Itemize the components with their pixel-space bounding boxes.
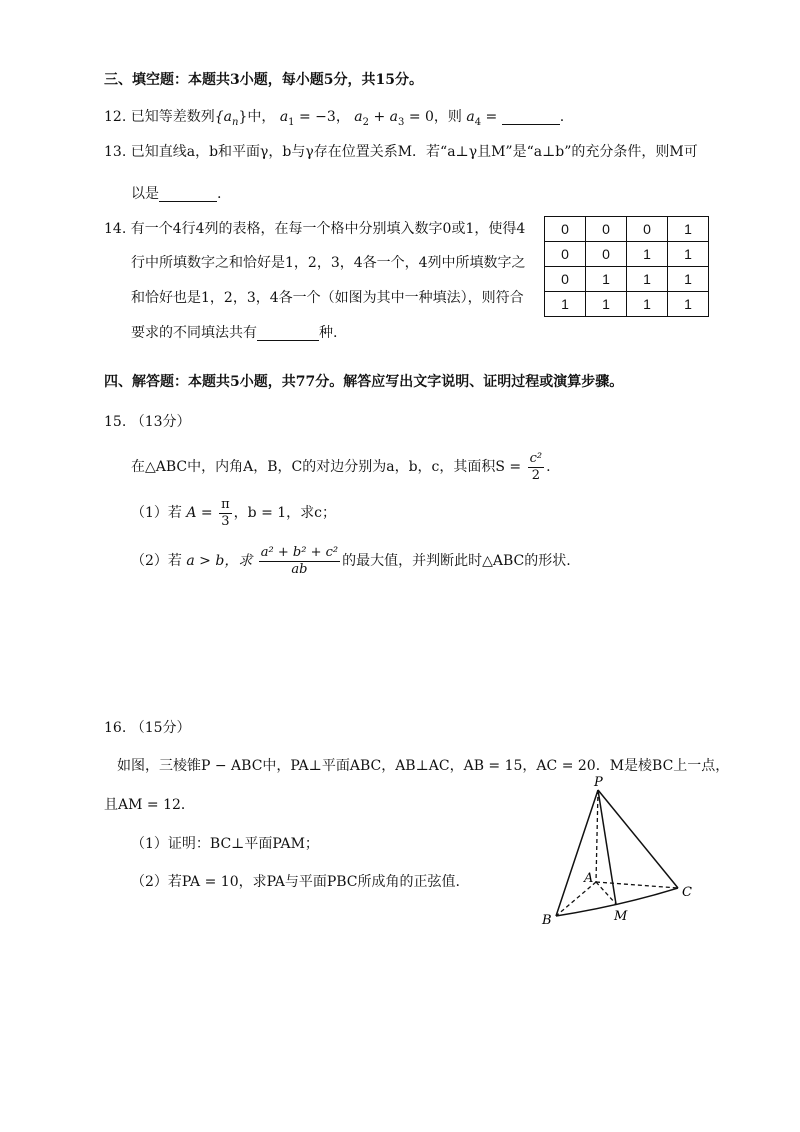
q12-end: . (559, 109, 565, 125)
question-12 (104, 107, 564, 133)
q15-intro-end: . (546, 459, 551, 475)
q12-cond2-a-sub: 2 (362, 116, 370, 128)
q14-end: 种. (319, 325, 338, 341)
q12-cond2-val: = 0，则 (404, 109, 462, 125)
question-13 (104, 142, 698, 162)
label-m: M (614, 909, 628, 924)
grid-row (545, 292, 709, 317)
q15-p1-fraction (219, 497, 232, 530)
grid-cell: 1 (586, 292, 627, 317)
grid-cell: 0 (545, 217, 586, 242)
q13-line2 (131, 184, 221, 204)
q16-part1: （1）证明：BC⊥平面PAM； (131, 836, 319, 852)
q15-p1-rest: ，b = 1，求c； (233, 505, 337, 521)
grid-cell: 1 (627, 242, 668, 267)
q13-answer-blank (159, 187, 217, 202)
q15-intro (131, 450, 551, 484)
label-b: B (542, 913, 552, 928)
q12-cond1-val: = −3， (294, 109, 350, 125)
q15-part2 (131, 544, 571, 578)
q16-number: 16. (104, 720, 127, 736)
q14-line3: 和恰好也是1，2，3，4各一个（如图为其中一种填法），则符合 (131, 290, 524, 306)
q16-score: （15分） (130, 720, 191, 736)
grid-cell: 0 (545, 267, 586, 292)
question-15 (104, 412, 191, 432)
q12-cond1: a (279, 109, 289, 125)
q12-answer-blank (502, 110, 560, 125)
q15-p2-den: ab (291, 561, 308, 577)
q14-example-grid (544, 216, 709, 317)
grid-cell: 1 (668, 242, 709, 267)
q12-cond2-plus: + a (369, 109, 398, 125)
grid-cell: 0 (627, 217, 668, 242)
q12-ask-eq: = (481, 109, 498, 125)
q15-p1-label: （1）若 (131, 505, 182, 521)
q15-p2-num: a² + b² + c² (260, 544, 339, 560)
question-16 (104, 718, 191, 738)
q15-p1-den: 3 (221, 513, 230, 529)
edge-pm (598, 790, 616, 904)
section3-header: 三、填空题：本题共3小题，每小题5分，共15分。 (104, 72, 423, 88)
edge-pb (556, 790, 598, 916)
q13-line2-text: 以是 (131, 186, 159, 202)
label-c: C (682, 885, 692, 900)
edge-ac (596, 882, 678, 888)
q12-ask: a (466, 109, 475, 125)
grid-cell: 0 (586, 242, 627, 267)
q12-seq: {a (214, 109, 232, 125)
grid-row (545, 267, 709, 292)
grid-cell: 1 (627, 292, 668, 317)
q15-p1-a: A = (186, 505, 213, 521)
section4-header: 四、解答题：本题共5小题，共77分。解答应写出文字说明、证明过程或演算步骤。 (104, 374, 624, 390)
q15-number: 15. (104, 414, 127, 430)
q12-cond1-sub: 1 (288, 116, 295, 128)
grid-cell: 1 (545, 292, 586, 317)
q15-p2-fraction (259, 545, 340, 578)
q16-line2: 且AM = 12． (104, 797, 195, 813)
q15-p1-num: π (221, 496, 230, 512)
q15-score: （13分） (130, 414, 191, 430)
q14-answer-blank (257, 326, 319, 341)
label-a: A (584, 871, 594, 886)
q14-line1: 有一个4行4列的表格，在每一个格中分别填入数字0或1，使得4 (130, 221, 526, 237)
q15-p2-label: （2）若 (131, 553, 182, 569)
q12-cond2-b-sub: 3 (398, 116, 405, 128)
q12-seq-close: } (238, 109, 248, 125)
grid-row (545, 217, 709, 242)
grid-cell: 1 (586, 267, 627, 292)
q13-line1: 已知直线a，b和平面γ，b与γ存在位置关系M．若“a⊥γ且M”是“a⊥b”的充分条件，则M可 (130, 144, 698, 160)
q12-text-a: 已知等差数列 (130, 109, 215, 125)
q16-tetrahedron-figure (530, 772, 710, 932)
grid-cell: 1 (668, 217, 709, 242)
edge-pa (596, 790, 598, 882)
q14-line4-text: 要求的不同填法共有 (131, 325, 257, 341)
q16-part2: （2）若PA = 10，求PA与平面PBC所成角的正弦值. (131, 874, 460, 890)
q16-line1: 如图，三棱锥P − ABC中，PA⊥平面ABC，AB⊥AC，AB = 15，AC = 20．M是棱BC上一点， (117, 758, 730, 774)
grid-cell: 1 (627, 267, 668, 292)
q15-p2-rest: 的最大值，并判断此时△ABC的形状. (342, 553, 571, 569)
grid-cell: 0 (586, 217, 627, 242)
q15-intro-text: 在△ABC中，内角A，B，C的对边分别为a，b，c，其面积S = (131, 459, 522, 475)
edge-pc (598, 790, 678, 888)
label-p: P (594, 775, 603, 790)
q15-area-fraction (528, 451, 545, 484)
grid-cell: 1 (668, 267, 709, 292)
question-14 (104, 219, 525, 239)
q14-line2: 行中所填数字之和恰好是1，2，3，4各一个，4列中所填数字之 (131, 255, 526, 271)
q14-line4 (131, 323, 337, 343)
q12-ask-sub: 4 (474, 116, 482, 128)
grid-cell: 1 (668, 292, 709, 317)
q12-seq-sub: n (231, 116, 239, 128)
grid-cell: 0 (545, 242, 586, 267)
q15-area-num: c² (529, 450, 543, 466)
q13-number: 13. (104, 144, 127, 160)
q14-number: 14. (104, 221, 127, 237)
grid-row (545, 242, 709, 267)
q13-end: . (217, 186, 222, 202)
q15-part1 (131, 496, 336, 530)
q12-cond2-a: a (354, 109, 363, 125)
q12-text-b: 中， (247, 109, 276, 125)
q12-number: 12. (104, 109, 127, 125)
q15-area-den: 2 (531, 467, 541, 483)
q15-p2-cond: a > b，求 (186, 553, 253, 569)
